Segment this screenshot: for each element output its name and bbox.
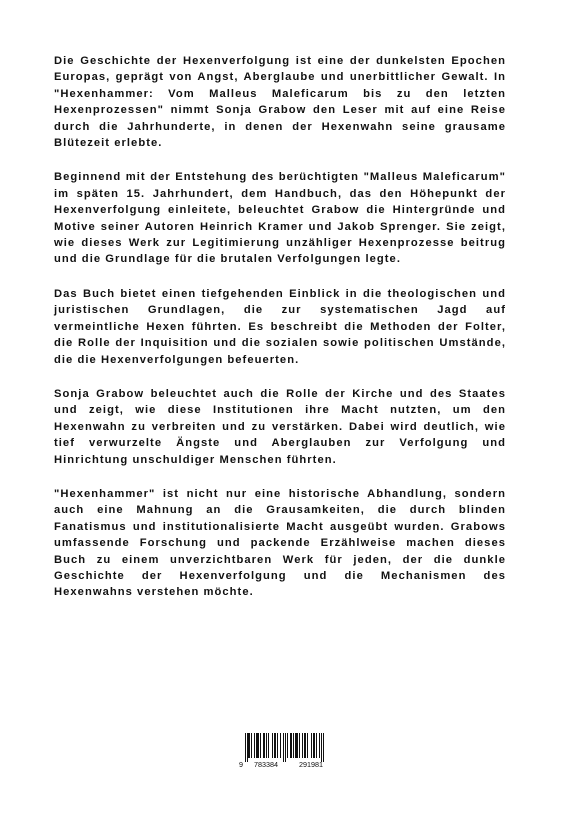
barcode-bar	[290, 733, 292, 758]
blurb-paragraph-1: Die Geschichte der Hexenverfolgung ist eine der dunkelsten Epochen Europas, geprägt von Angst, Aberglaube und unerbittlicher Gewalt. In "Hexenhammer: Vom Malleus Maleficarum bis zu den letzten Hexenprozessen" nimmt Sonja Grabow den Leser mit auf eine Reise durch die Jahrhunderte, in denen der Hexenwahn seine grausame Blütezeit erlebte.	[54, 55, 506, 150]
barcode-bar	[287, 733, 288, 758]
barcode-bars	[245, 733, 324, 762]
barcode-bar	[302, 733, 303, 758]
blurb-paragraph-2: Beginnend mit der Entstehung des berüchtigten "Malleus Maleficarum" im späten 15. Jahrhundert, dem Handbuch, das den Höhepunkt der Hexenverfolgung einleitete, beleuchtet Grabow die Hintergründe und Motive seiner Autoren Heinrich Kramer und Jakob Sprenger. Sie zeigt, wie dieses Werk zur Legitimierung unzähliger Hexenprozesse beitrug und die Grundlage für die brutalen Verfolgungen legte.	[54, 171, 506, 266]
blurb-paragraph-5: "Hexenhammer" ist nicht nur eine historische Abhandlung, sondern auch eine Mahnung an die Grausamkeiten, die durch blinden Fanatismus und institutionalisierte Macht ausgeübt wurden. Grabows umfassende Forschung und packende Erzählweise machen dieses Buch zu einem unverzichtbaren Werk für jeden, der die dunkle Geschichte der Hexenverfolgung und die Mechanismen des Hexenwahns verstehen möchte.	[54, 487, 506, 599]
barcode-bar	[307, 733, 308, 758]
barcode-bar	[283, 733, 284, 762]
barcode-bar	[293, 733, 294, 758]
barcode-bar	[272, 733, 273, 758]
barcode-bar	[248, 733, 250, 758]
barcode-bar	[274, 733, 276, 758]
blurb-paragraph-4: Sonja Grabow beleuchtet auch die Rolle der Kirche und des Staates und zeigt, wie diese Institutionen ihre Macht nutzten, um den Hexenwahn zu verbreiten und zu verstärken. Dabei wird deutlich, wie tief verwurzelte Ängste und Aberglauben zur Verfolgung und Hinrichtung unschuldiger Menschen führten.	[54, 387, 506, 466]
barcode-bar	[277, 733, 278, 758]
barcode-bar	[247, 733, 248, 762]
barcode-bar	[268, 733, 269, 758]
barcode-bar	[251, 733, 252, 758]
barcode-bar	[313, 733, 315, 758]
barcode-bar	[323, 733, 324, 762]
barcode-bar	[256, 733, 259, 758]
isbn-barcode	[239, 733, 337, 769]
barcode-bar	[319, 733, 320, 758]
barcode-bar	[260, 733, 261, 758]
barcode-bar	[295, 733, 298, 758]
barcode-digit-lead: 9	[239, 760, 243, 769]
barcode-bar	[245, 733, 246, 762]
blurb-paragraph-3: Das Buch bietet einen tiefgehenden Einblick in die theologischen und juristischen Grundlagen, die zur systematischen Jagd auf vermeintliche Hexen führten. Es beschreibt die Methoden der Folter, die Rolle der Inquisition und die sozialen sowie politischen Umstände, die die Hexenverfolgungen befeuerten.	[54, 287, 506, 366]
barcode-bar	[285, 733, 286, 762]
barcode-bar	[266, 733, 267, 758]
barcode-bar	[316, 733, 317, 758]
barcode-bar	[254, 733, 255, 758]
barcode-bar	[299, 733, 300, 758]
barcode-bar	[321, 733, 322, 762]
barcode-bar	[311, 733, 312, 758]
barcode-digits-right: 291981	[299, 760, 323, 769]
blurb-text	[54, 53, 506, 619]
barcode-bar	[263, 733, 265, 758]
barcode-bar	[304, 733, 306, 758]
barcode-bar	[280, 733, 281, 758]
barcode-digits-left: 783384	[254, 760, 278, 769]
